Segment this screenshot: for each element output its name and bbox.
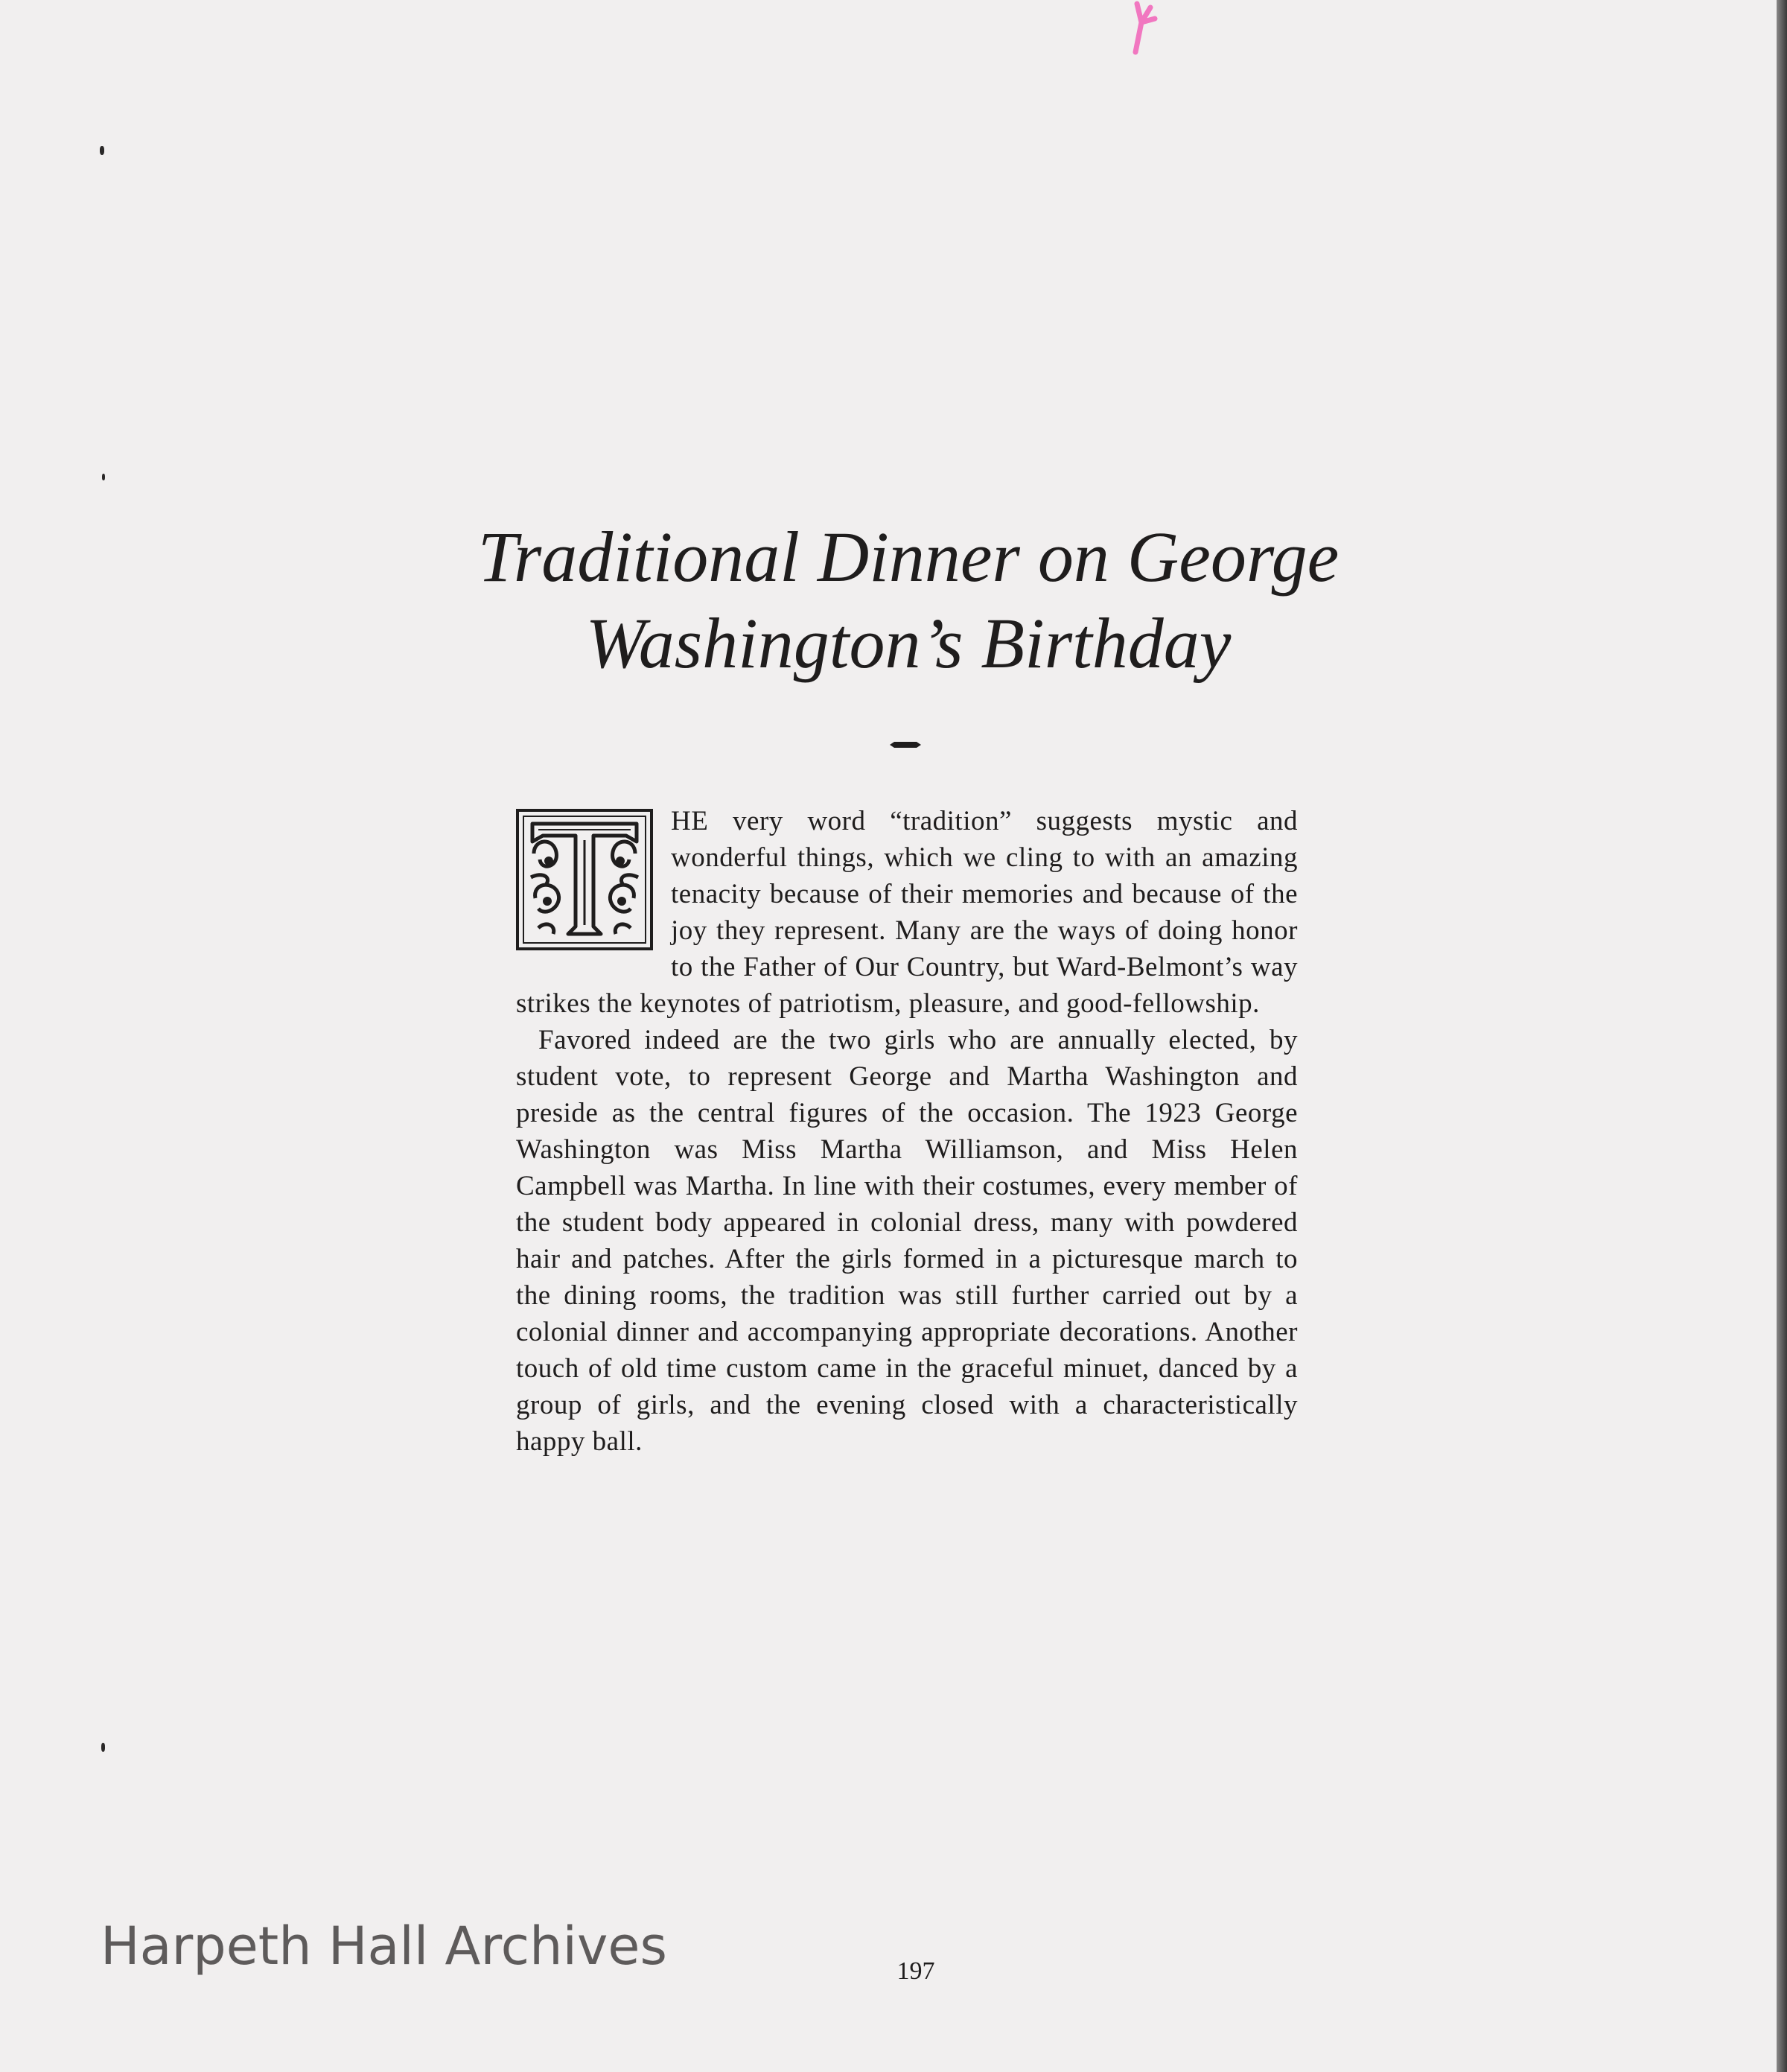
title-line-1: Traditional Dinner on George: [477, 517, 1340, 597]
title-line-2: Washington’s Birthday: [585, 603, 1232, 683]
article-paragraph-1-text: HE very word “tradition” suggests mystic and wonderful things, which we cling to with an amazing tenacity because of their memories and because of the joy they represent. Many are the ways of doing honor to the Father of Our Country, but Ward-Belmont’s way strikes the keynotes of patriotism, pleasure, and good-fellowship.: [516, 806, 1298, 1019]
article-paragraph-2: Favored indeed are the two girls who are annually elected, by student vote, to represent George and Martha Washington and preside as the central figures of the occasion. The 1923 George Washington was Miss Martha Williamson, and Miss Helen Campbell was Martha. In line with their costumes, every member of the student body appeared in colonial dress, many with powdered hair and patches. After the girls formed in a picturesque march to the dining rooms, the tradition was still further carried out by a colonial dinner and accompanying appropriate decorations. Another touch of old time custom came in the graceful minuet, danced by a group of girls, and the evening closed with a characteristically happy ball.: [516, 1025, 1298, 1457]
scan-speck: [102, 474, 105, 480]
page-title: [417, 514, 1400, 687]
page-number: 197: [896, 1957, 935, 1985]
article-paragraph-1: [516, 803, 1298, 1022]
article-body: [516, 803, 1298, 1460]
page-edge-shadow: [1777, 0, 1787, 2072]
scan-speck: [100, 146, 104, 155]
pink-ink-mark-icon: [1121, 0, 1165, 60]
divider-dash-ornament-icon: [890, 741, 921, 749]
archive-watermark: Harpeth Hall Archives: [101, 1916, 667, 1977]
ornate-initial-t-icon: [516, 809, 653, 950]
scan-speck: [101, 1743, 105, 1752]
